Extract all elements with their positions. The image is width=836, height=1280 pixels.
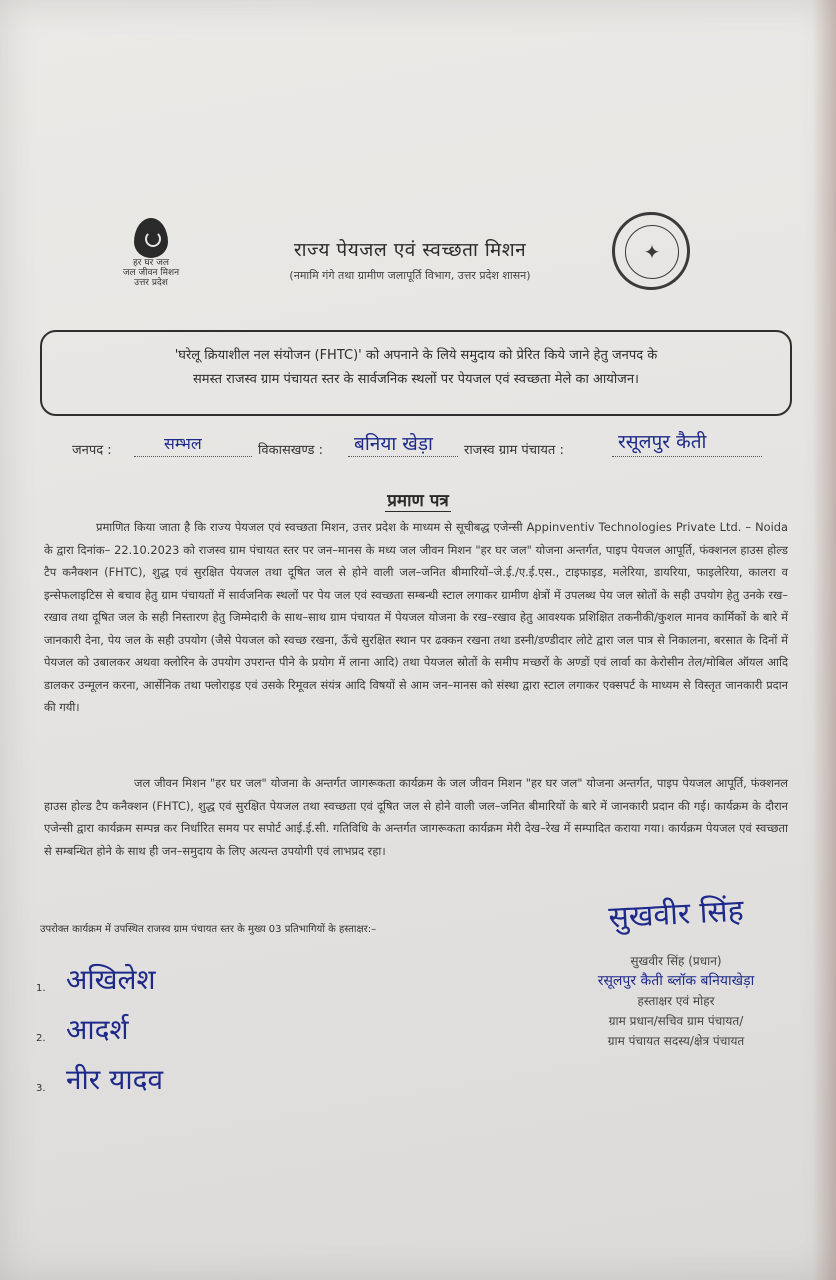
attendee-signature: नीर यादव (66, 1063, 164, 1096)
event-banner (40, 330, 792, 416)
block-value: बनिया खेड़ा (354, 433, 433, 455)
attendee-2: 2. आदर्श (36, 1008, 336, 1048)
banner-line-2: समस्त राजस्व ग्राम पंचायत स्तर के सार्वजनिक स्थलों पर पेयजल एवं स्वच्छता मेले का आयोजन। (193, 372, 639, 387)
logo-line-2: जल जीवन मिशन (122, 268, 180, 278)
signatory-name: सुखवीर सिंह (प्रधान) (630, 954, 722, 968)
pradhan-signature-block (556, 892, 796, 1051)
district-label: जनपद : (72, 443, 112, 458)
attendee-3: 3. नीर यादव (36, 1058, 336, 1098)
certificate-paragraph-1: प्रमाणित किया जाता है कि राज्य पेयजल एवं स्वच्छता मिशन, उत्तर प्रदेश के माध्यम से सूचीबद्ध एजेन्सी Appinventiv Technologies Private Ltd. – Noida के द्वारा दिनांक– 22.10.2023 को राजस्व ग्राम पंचायत स्तर पर जन–मानस के मध्य जल जीवन मिशन "हर घर जल" योजना अन्तर्गत, पाइप पेयजल आपूर्ति, फंक्शनल हाउस होल्ड टैप कनैक्शन (FHTC), शुद्ध एवं सुरक्षित पेयजल तथा दूषित जल से होने वाली जल–जनित बीमारियों–जे.ई./ए.ई.एस., टाइफाइड, मलेरिया, डायरिया, फाइलेरिया, कालरा व इन्सेफलाइटिस से बचाव हेतु ग्राम पंचायतों में सार्वजनिक स्थलों पर पेय जल एवं स्वच्छता सम्बन्धी स्टाल लगाकर ग्रामीण क्षेत्रों में उपलब्ध पेय जल स्रोतों के सही उपयोग हेतु उनके रख–रखाव तथा दूषित जल के सही निस्तारण हेतु जिम्मेदारी के साथ–साथ ग्राम पंचायत में पेयजल योजना के रख–रखाव हेतु आवश्यक प्रशिक्षित तकनीकी/कुशल मानव कार्मिकों के बारे में जानकारी देना, पेय जल के सही उपयोग (जैसे पेयजल को स्वच्छ रखना, ऊँचे सुरक्षित स्थान पर ढक्कन रखना तथा डस्नी/डण्डीदार लोटे द्वारा जल पात्र से निकालना, बरसात के दिनों में पेयजल को उबालकर अथवा क्लोरिन के उपयोग उपरान्त पीने के प्रयोग में लाना आदि) तथा पेयजल स्रोतों के समीप मच्छरों के अण्डों एवं लार्वा का केरोसीन तेल/मोबिल ऑयल आदि डालकर उन्मूलन करना, आर्सेनिक तथा फ्लोराइड एवं उसके रिमूवल संयंत्र आदि विषयों से आम जन–मानस को संस्था द्वारा स्टाल लगाकर एक्सपर्ट के माध्यम से विस्तृत जानकारी प्रदान की गयी। (44, 520, 788, 714)
signatory-village: रसूलपुर कैती ब्लॉक बनियाखेड़ा (597, 973, 755, 989)
block-label: विकासखण्ड : (258, 443, 324, 458)
logo-line-3: उत्तर प्रदेश (134, 278, 168, 288)
location-row (72, 432, 772, 462)
page-edge (812, 0, 836, 1280)
attendees-intro: उपरोक्त कार्यक्रम में उपस्थित राजस्व ग्राम पंचायत स्तर के मुख्य 03 प्रतिभागियों के हस्ताक्षर:– (40, 924, 377, 935)
har-ghar-jal-logo (96, 218, 206, 288)
sign-and-stamp-label: हस्ताक्षर एवं मोहर (637, 994, 715, 1008)
attendee-signature: अखिलेश (66, 963, 156, 996)
attendee-1: 1. अखिलेश (36, 958, 336, 998)
attendee-signature: आदर्श (66, 1013, 129, 1046)
designation-line-2: ग्राम पंचायत सदस्य/क्षेत्र पंचायत (607, 1034, 745, 1048)
panchayat-label: राजस्व ग्राम पंचायत : (464, 443, 564, 458)
water-drop-icon (134, 218, 168, 258)
letterhead (0, 200, 836, 310)
up-government-seal-icon: ✦ (612, 212, 690, 290)
handwritten-signature: सुखवीर सिंह (607, 893, 745, 936)
title-block (230, 236, 590, 283)
designation-line-1: ग्राम प्रधान/सचिव ग्राम पंचायत/ (608, 1014, 744, 1028)
mission-title: राज्य पेयजल एवं स्वच्छता मिशन (293, 239, 527, 261)
logo-line-1: हर घर जल (133, 258, 169, 268)
district-value: सम्भल (164, 434, 202, 453)
banner-line-1: 'घरेलू क्रियाशील नल संयोजन (FHTC)' को अपनाने के लिये समुदाय को प्रेरित किये जाने हेतु जनपद के (174, 348, 658, 363)
panchayat-value: रसूलपुर कैती (618, 431, 707, 453)
certificate-title: प्रमाण पत्र (387, 491, 449, 511)
certificate-paragraph-2: जल जीवन मिशन "हर घर जल" योजना के अन्तर्गत जागरूकता कार्यक्रम के जल जीवन मिशन "हर घर जल" योजना अन्तर्गत, पाइप पेयजल आपूर्ति, फंक्शनल हाउस होल्ड टैप कनैक्शन (FHTC), शुद्ध एवं सुरक्षित पेयजल तथा स्वच्छता एवं दूषित जल से होने वाली जल–जनित बीमारियों के बारे में जानकारी प्रदान की गई। कार्यक्रम के दौरान एजेन्सी द्वारा कार्यक्रम सम्पन्न कर निर्धारित समय पर सपोर्ट आई.ई.सी. गतिविधि के अन्तर्गत जागरूकता कार्यक्रम मेरी देख–रेख में सम्पादित कराया गया। कार्यक्रम पेयजल एवं स्वच्छता से सम्बन्धित होने के साथ ही जन–समुदाय के लिए अत्यन्त उपयोगी एवं लाभप्रद रहा। (44, 776, 788, 858)
mission-subtitle: (नमामि गंगे तथा ग्रामीण जलापूर्ति विभाग, उत्तर प्रदेश शासन) (289, 269, 531, 282)
